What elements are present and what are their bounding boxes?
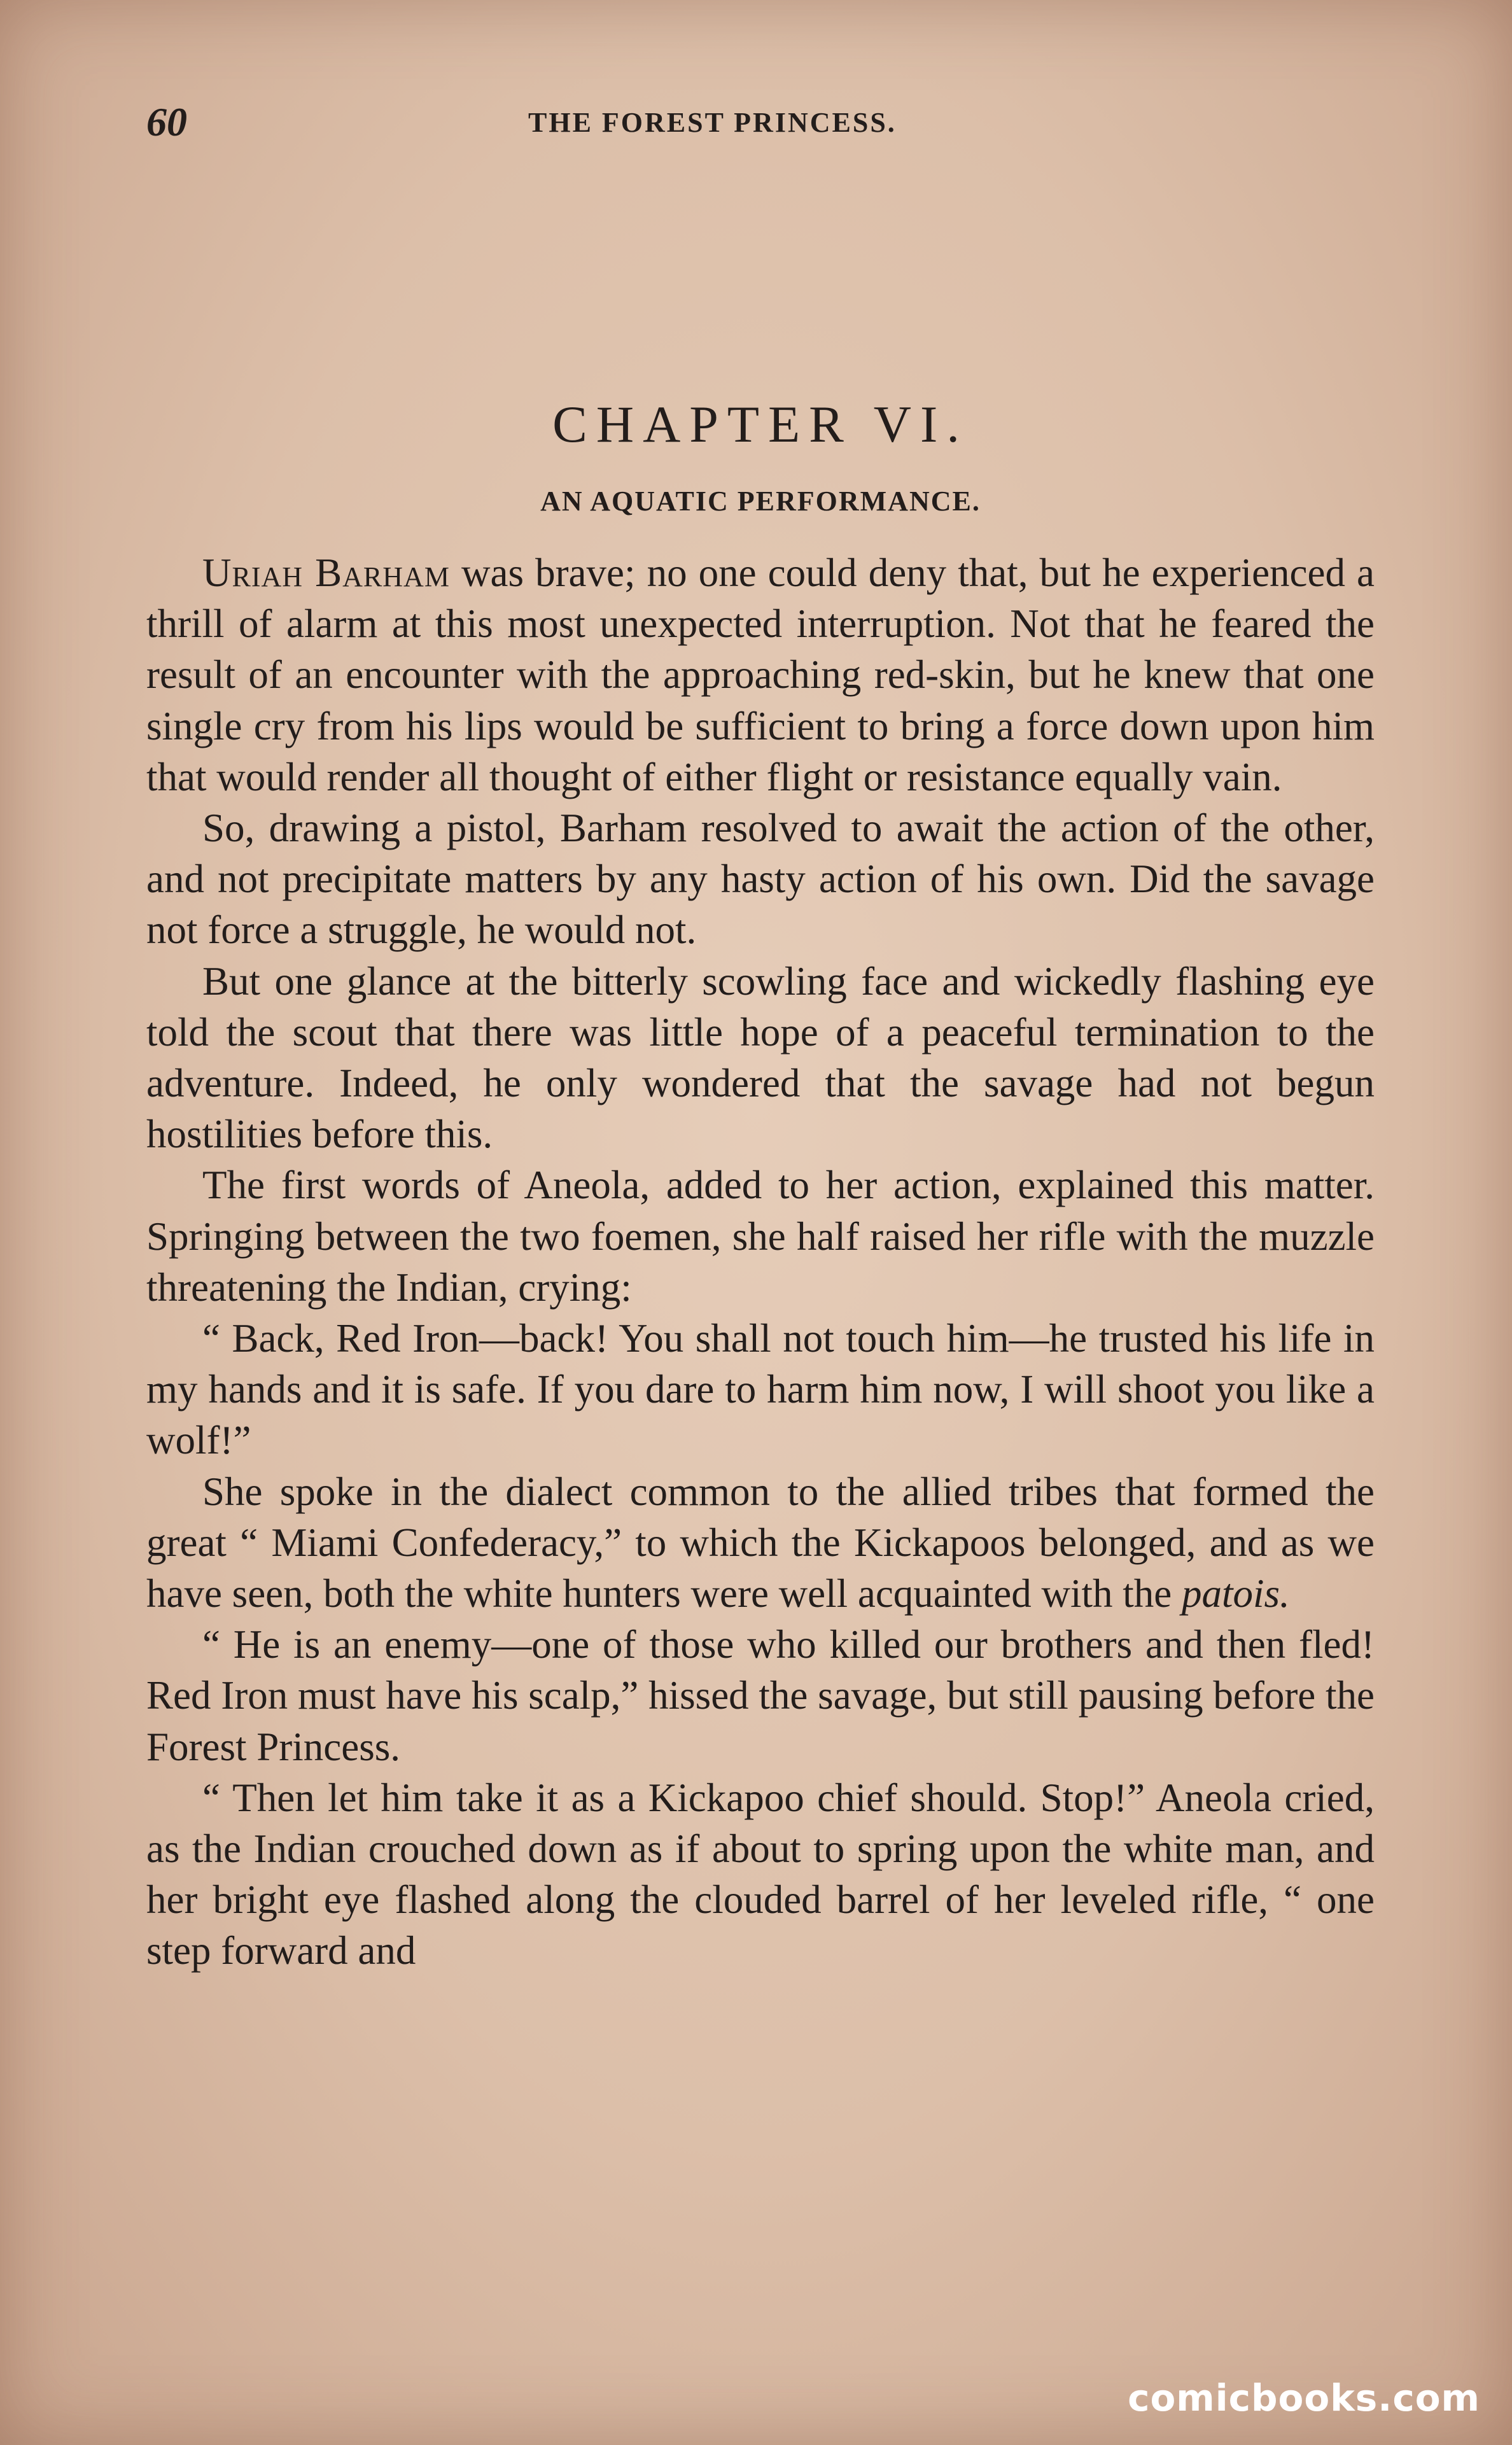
paragraph-text: She spoke in the dialect common to the allied tribes that formed the great “ Miami Confederacy,” to which the Kickapoos belonged, and as we have seen, both the white hunters were well acquainted with the (146, 1469, 1375, 1616)
paragraph: So, drawing a pistol, Barham resolved to await the action of the other, and not precipitate matters by any hasty action of his own. Did the savage not force a struggle, he would not. (146, 806, 1375, 953)
paragraph (146, 547, 1375, 802)
paragraph: But one glance at the bitterly scowling face and wickedly flashing eye told the scout that there was little hope of a peaceful termination to the adventure. Indeed, he only wondered that the savage had not begun hostilities before this. (146, 958, 1375, 1157)
paragraph (146, 1466, 1375, 1620)
paragraph: “ Back, Red Iron—back! You shall not touch him—he trusted his life in my hands and it is safe. If you dare to harm him now, I will shoot you like a wolf!” (146, 1316, 1375, 1463)
character-name: Uriah Barham (202, 550, 450, 595)
running-header (146, 99, 1095, 150)
paragraph-text: was brave; no one could deny that, but he experienced a thrill of alarm at this most unexpected interruption. Not that he feared the result of an encounter with the approaching red-skin, but he knew that one single cry from his lips would be sufficient to bring a force down upon him that would render all thought of either flight or resistance equally vain. (146, 550, 1375, 799)
italic-term: patois. (1181, 1571, 1290, 1616)
paragraph: “ He is an enemy—one of those who killed our brothers and then fled! Red Iron must have his scalp,” hissed the savage, but still pausing before the Forest Princess. (146, 1622, 1375, 1769)
running-title: THE FOREST PRINCESS. (528, 107, 897, 138)
chapter-title: CHAPTER VI. (552, 395, 969, 453)
body-text (146, 547, 1375, 1977)
watermark: comicbooks.com (1128, 2376, 1480, 2420)
paragraph: The first words of Aneola, added to her action, explained this matter. Springing between the two foemen, she half raised her rifle with the muzzle threatening the Indian, crying: (146, 1163, 1375, 1310)
chapter-subtitle: AN AQUATIC PERFORMANCE. (540, 486, 981, 517)
paragraph: “ Then let him take it as a Kickapoo chief should. Stop!” Aneola cried, as the Indian crouched down as if about to spring upon the white man, and her bright eye flashed along the clouded barrel of her leveled rifle, “ one step forward and (146, 1775, 1375, 1973)
page-number: 60 (146, 99, 187, 144)
